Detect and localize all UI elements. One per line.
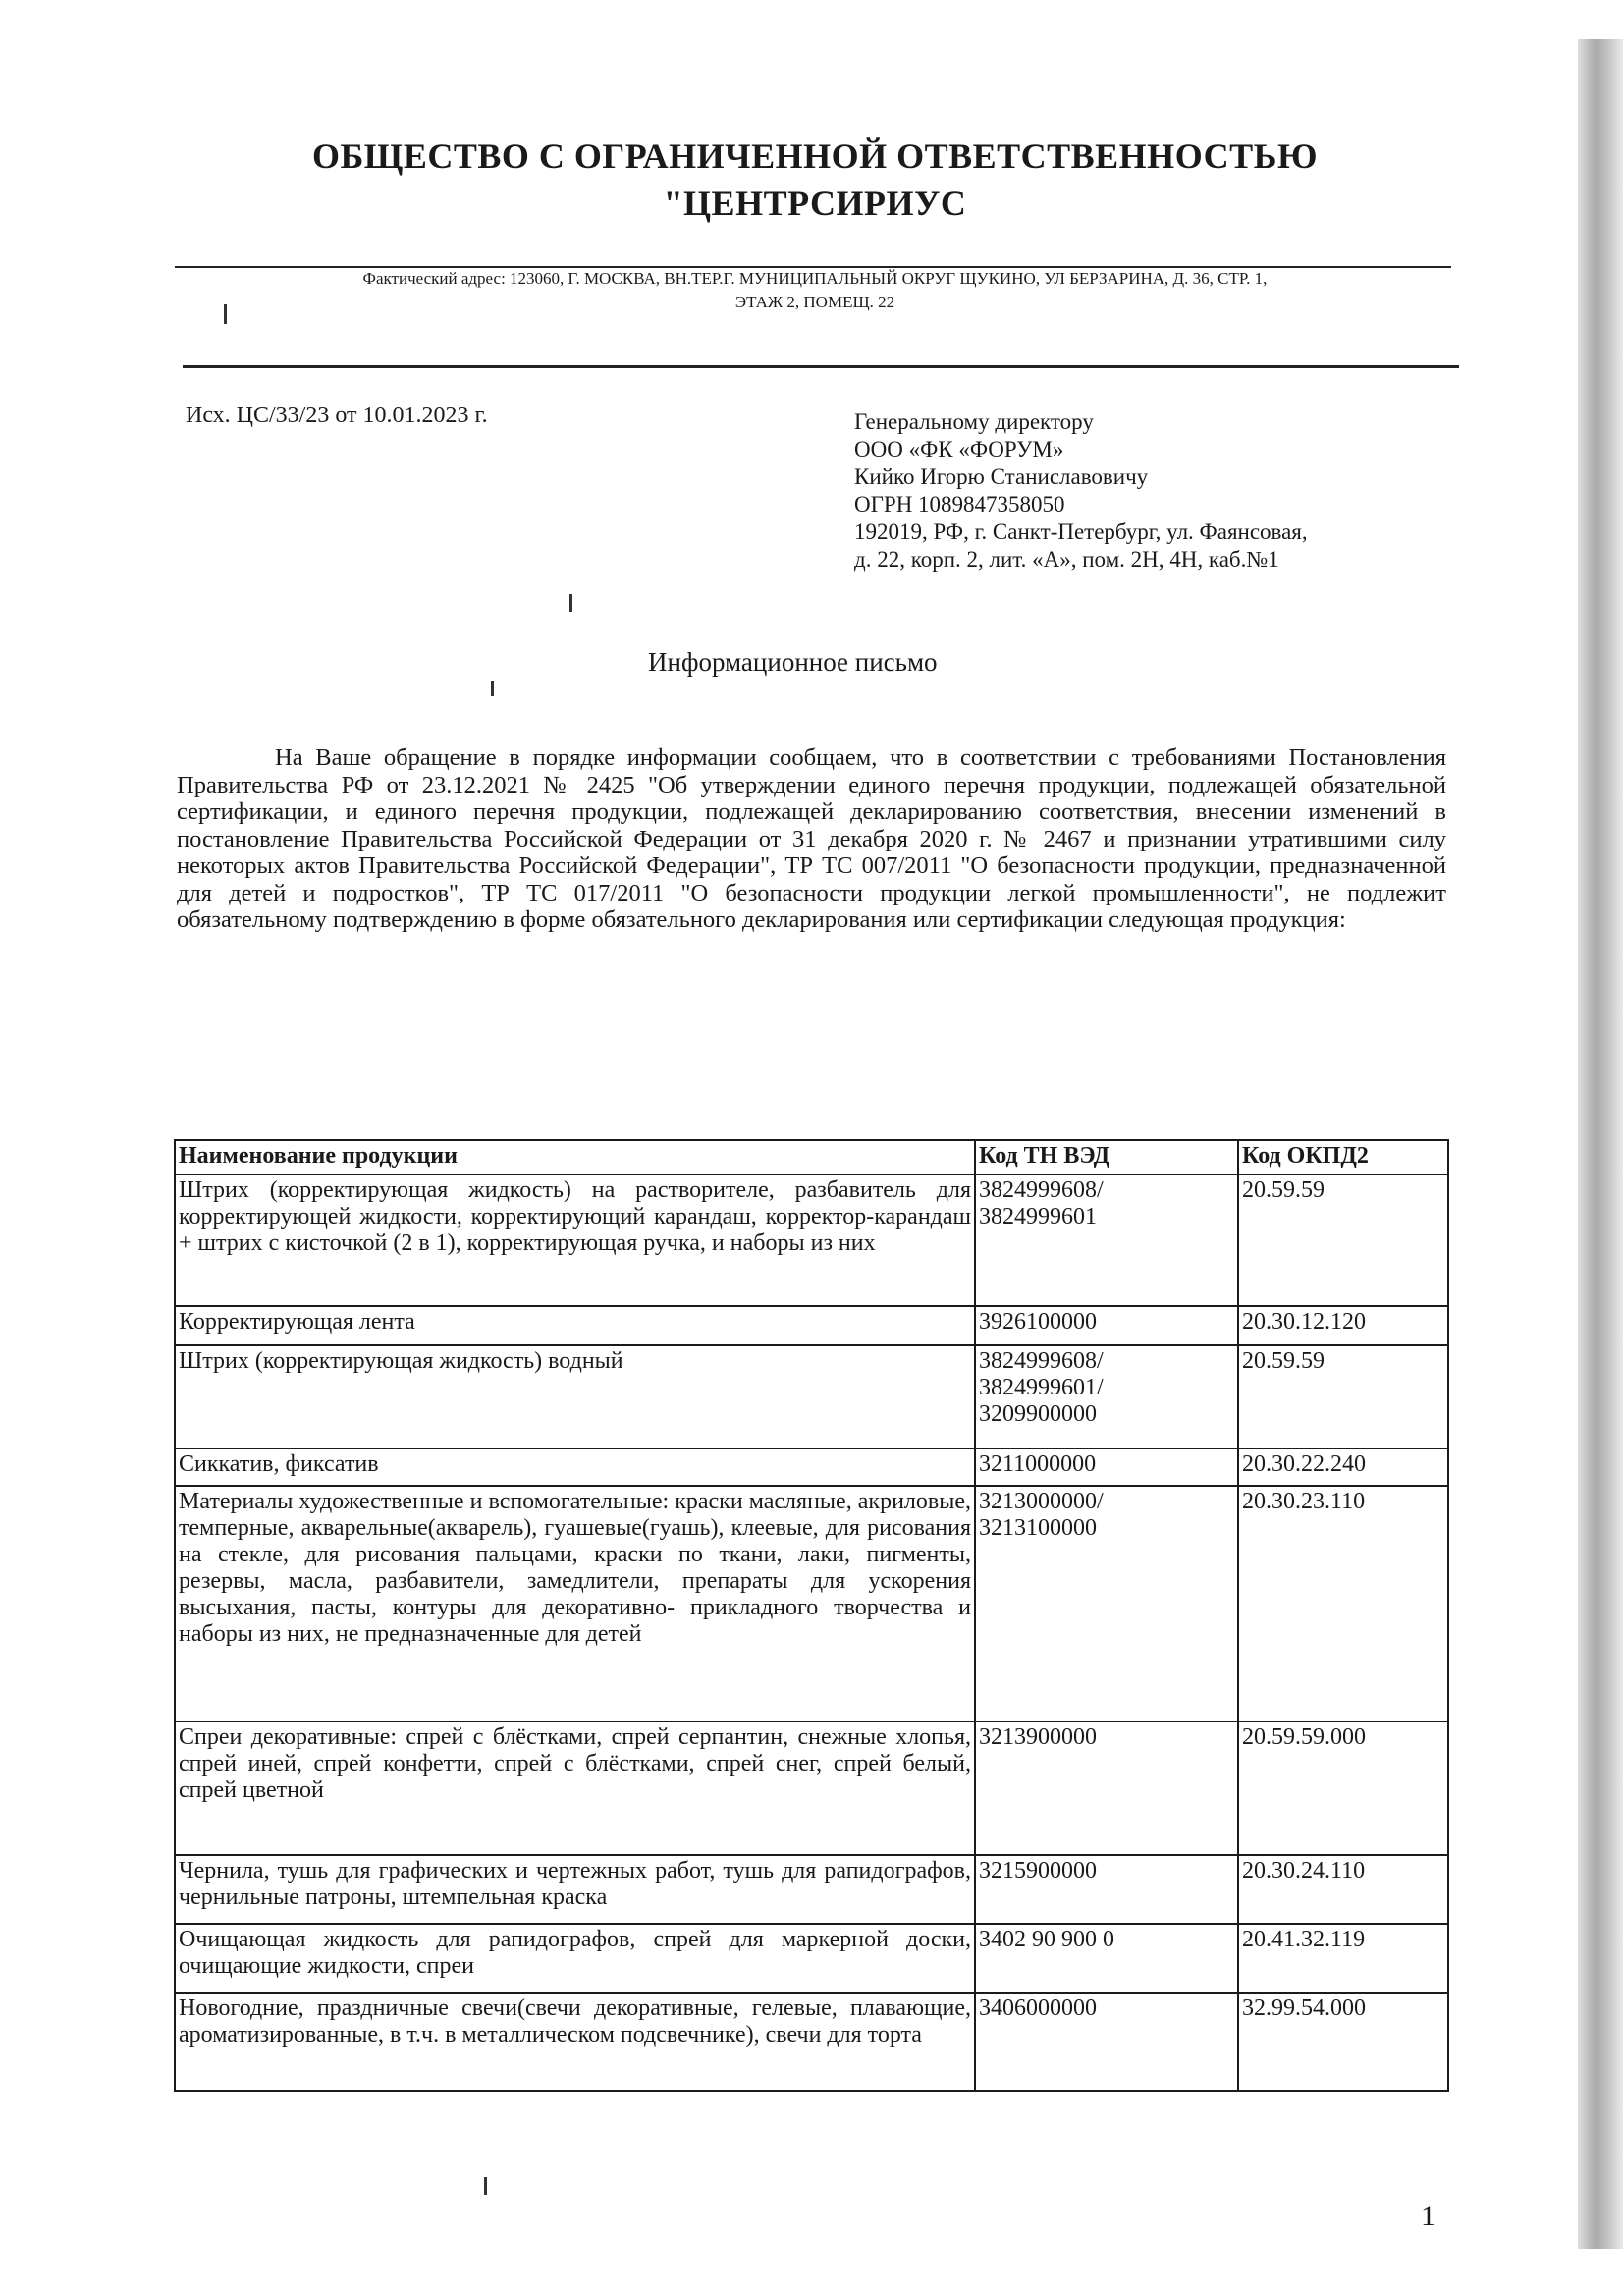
- okpd2-code-cell: 20.59.59.000: [1238, 1722, 1448, 1855]
- table-header-row: [175, 1140, 1448, 1175]
- header-divider-bottom: [183, 365, 1459, 368]
- product-name-cell: Материалы художественные и вспомогательные: краски масляные, акриловые, темперные, акварельные(акварель), гуашевые(гуашь), клеевые, для рисования на стекле, для рисования пальцами, краски по ткани, лаки, пигменты, резервы, масла, разбавители, замедлители, препараты для ускорения высыхания, пасты, контуры для декоративно- прикладного творчества и наборы из них, не предназначенные для детей: [175, 1486, 975, 1722]
- scan-speck: [224, 304, 227, 324]
- scan-speck: [484, 2177, 487, 2195]
- okpd2-code-cell: 20.41.32.119: [1238, 1924, 1448, 1993]
- okpd2-code-cell: 20.30.22.240: [1238, 1449, 1448, 1486]
- column-header-name: Наименование продукции: [175, 1140, 975, 1175]
- product-name-cell: Сиккатив, фиксатив: [175, 1449, 975, 1486]
- table-row: [175, 1722, 1448, 1855]
- address-line2: ЭТАЖ 2, ПОМЕЩ. 22: [734, 293, 895, 311]
- product-name-cell: Штрих (корректирующая жидкость) на растворителе, разбавитель для корректирующей жидкости, корректирующий карандаш, корректор-карандаш + штрих с кисточкой (2 в 1), корректирующая ручка, и наборы из них: [175, 1175, 975, 1306]
- tnved-code-cell: 3213000000/ 3213100000: [975, 1486, 1238, 1722]
- tnved-code-cell: 3824999608/ 3824999601: [975, 1175, 1238, 1306]
- tnved-code-cell: 3926100000: [975, 1306, 1238, 1345]
- products-table: [174, 1139, 1449, 2092]
- column-header-tnved: Код ТН ВЭД: [975, 1140, 1238, 1175]
- outgoing-number: Исх. ЦС/33/23 от 10.01.2023 г.: [186, 403, 488, 428]
- tnved-code-cell: 3824999608/ 3824999601/ 3209900000: [975, 1345, 1238, 1449]
- addressee-block: [854, 409, 1308, 574]
- page-number: 1: [1421, 2200, 1435, 2232]
- product-name-cell: Корректирующая лента: [175, 1306, 975, 1345]
- company-address: [226, 267, 1404, 314]
- table-row: [175, 1993, 1448, 2091]
- okpd2-code-cell: 20.59.59: [1238, 1345, 1448, 1449]
- okpd2-code-cell: 32.99.54.000: [1238, 1993, 1448, 2091]
- addressee-line: ООО «ФК «ФОРУМ»: [854, 437, 1064, 462]
- body-paragraph: На Ваше обращение в порядке информации сообщаем, что в соответствии с требованиями Постановления Правительства РФ от 23.12.2021 № 2425 "Об утверждении единого перечня продукции, подлежащей обязательной сертификации, и единого перечня продукции, подлежащей декларированию соответствия, внесении изменений в постановление Правительства Российской Федерации от 31 декабря 2020 г. № 2467 и признании утратившими силу некоторых актов Правительства Российской Федерации", ТР ТС 007/2011 "О безопасности продукции, предназначенной для детей и подростков", ТР ТС 017/2011 "О безопасности продукции легкой промышленности", не подлежит обязательному подтверждению в форме обязательного декларирования или сертификации следующая продукция:: [177, 744, 1446, 933]
- table-row: [175, 1175, 1448, 1306]
- okpd2-code-cell: 20.30.12.120: [1238, 1306, 1448, 1345]
- okpd2-code-cell: 20.59.59: [1238, 1175, 1448, 1306]
- tnved-code-cell: 3213900000: [975, 1722, 1238, 1855]
- table-row: [175, 1924, 1448, 1993]
- company-name: [177, 133, 1453, 227]
- tnved-code-cell: 3215900000: [975, 1855, 1238, 1924]
- okpd2-code-cell: 20.30.24.110: [1238, 1855, 1448, 1924]
- document-title: Информационное письмо: [648, 647, 938, 677]
- addressee-line: 192019, РФ, г. Санкт-Петербург, ул. Фаянсовая,: [854, 519, 1308, 544]
- addressee-line: д. 22, корп. 2, лит. «А», пом. 2Н, 4Н, каб.№1: [854, 547, 1279, 572]
- tnved-code-cell: 3211000000: [975, 1449, 1238, 1486]
- table-row: [175, 1486, 1448, 1722]
- table-row: [175, 1306, 1448, 1345]
- tnved-code-cell: 3406000000: [975, 1993, 1238, 2091]
- table-row: [175, 1345, 1448, 1449]
- product-name-cell: Чернила, тушь для графических и чертежных работ, тушь для рапидографов, чернильные патроны, штемпельная краска: [175, 1855, 975, 1924]
- product-name-cell: Штрих (корректирующая жидкость) водный: [175, 1345, 975, 1449]
- product-name-cell: Новогодние, праздничные свечи(свечи декоративные, гелевые, плавающие, ароматизированные, в т.ч. в металлическом подсвечнике), свечи для торта: [175, 1993, 975, 2091]
- body-text: [177, 744, 1446, 934]
- product-name-cell: Спреи декоративные: спрей с блёстками, спрей серпантин, снежные хлопья, спрей иней, спрей конфетти, спрей с блёстками, спрей снег, спрей белый, спрей цветной: [175, 1722, 975, 1855]
- company-name-line1: ОБЩЕСТВО С ОГРАНИЧЕННОЙ ОТВЕТСТВЕННОСТЬЮ: [312, 137, 1318, 176]
- table-row: [175, 1855, 1448, 1924]
- tnved-code-cell: 3402 90 900 0: [975, 1924, 1238, 1993]
- okpd2-code-cell: 20.30.23.110: [1238, 1486, 1448, 1722]
- addressee-line: Кийко Игорю Станиславовичу: [854, 465, 1149, 489]
- company-name-line2: "ЦЕНТРСИРИУС: [663, 184, 967, 223]
- scan-speck: [569, 594, 572, 612]
- addressee-line: ОГРН 1089847358050: [854, 492, 1065, 517]
- column-header-okpd2: Код ОКПД2: [1238, 1140, 1448, 1175]
- addressee-line: Генеральному директору: [854, 410, 1094, 434]
- scan-speck: [491, 681, 494, 696]
- table-row: [175, 1449, 1448, 1486]
- address-line1: Фактический адрес: 123060, Г. МОСКВА, ВН.ТЕР.Г. МУНИЦИПАЛЬНЫЙ ОКРУГ ЩУКИНО, УЛ БЕРЗАРИНА, Д. 36, СТР. 1,: [362, 269, 1268, 288]
- product-name-cell: Очищающая жидкость для рапидографов, спрей для маркерной доски, очищающие жидкости, спреи: [175, 1924, 975, 1993]
- scan-edge-shadow: [1578, 39, 1623, 2249]
